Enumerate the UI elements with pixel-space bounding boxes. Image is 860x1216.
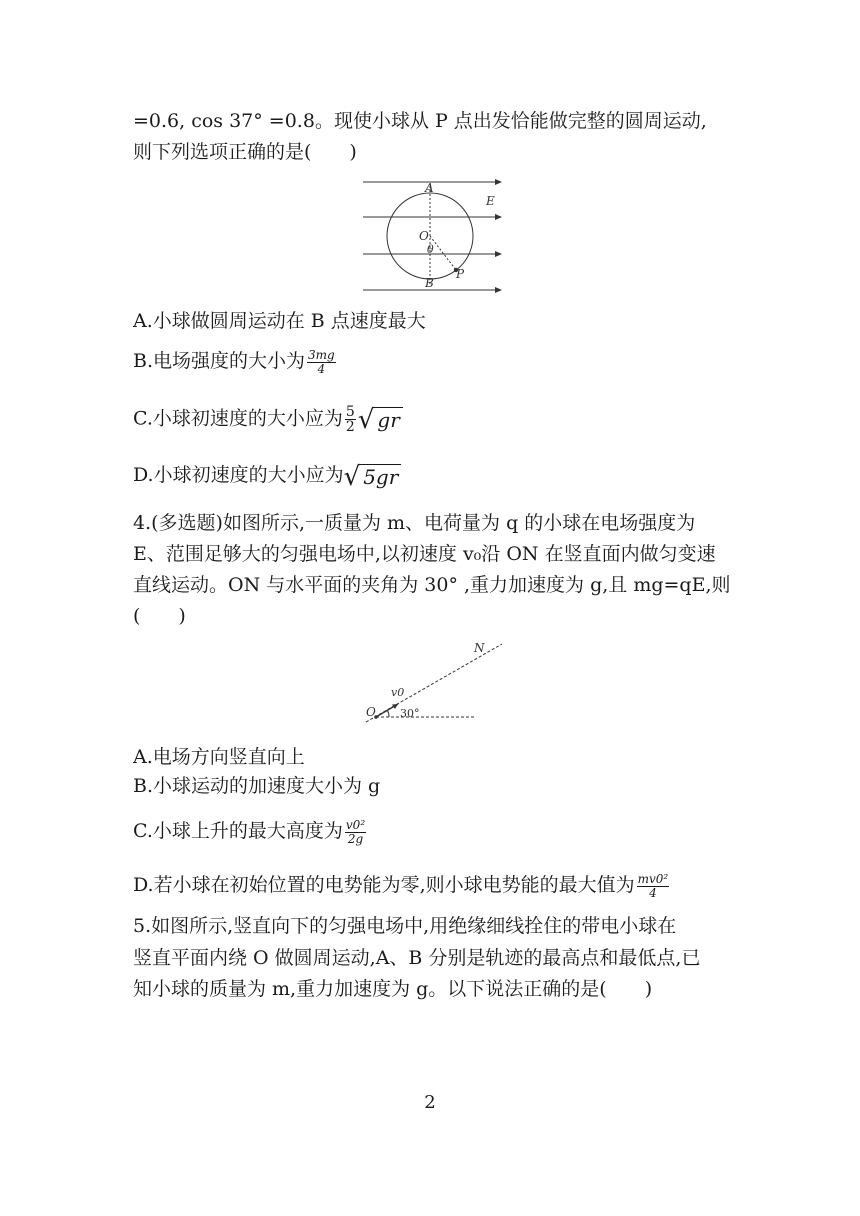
q3-option-c-prefix: C.小球初速度的大小应为 [133,407,343,430]
fraction-numerator: 5 [345,404,355,420]
q3-option-c [133,405,403,434]
q4-option-d-fraction [637,873,670,900]
q4-option-d-prefix: D.若小球在初始位置的电势能为零,则小球电势能的最大值为 [133,874,635,896]
q3-option-c-sqrt [358,406,403,433]
fraction-denominator: 4 [317,361,326,376]
label-theta: θ [427,243,434,256]
radical-sign: √ [343,461,361,492]
label-n: N [474,641,485,655]
q4-option-c-prefix: C.小球上升的最大高度为 [133,820,343,842]
q3-text-line-2: 则下列选项正确的是( ) [133,141,357,163]
fraction-denominator: 2g [347,831,364,846]
fraction-numerator: v0² [345,817,366,832]
label-o: O [419,229,429,243]
q4-option-b: B.小球运动的加速度大小为 g [133,775,381,797]
q4-option-a: A.电场方向竖直向上 [133,746,305,768]
q4-incline-velocity-figure [362,636,506,728]
radicand: gr [374,407,402,432]
fraction-denominator: 2 [345,419,355,435]
fraction-denominator: 4 [649,885,657,900]
q4-option-c-fraction [345,819,366,846]
q3-option-d-prefix: D.小球初速度的大小应为 [133,464,344,486]
q3-option-b-prefix: B.电场强度的大小为 [133,350,306,372]
q3-circle-field-figure [360,174,510,298]
q4-text-line-2: E、范围足够大的匀强电场中,以初速度 v₀沿 ON 在竖直面内做匀变速 [133,543,716,565]
label-e: E [486,194,495,208]
q4-option-d [133,872,671,900]
q5-text-line-3: 知小球的质量为 m,重力加速度为 g。以下说法正确的是( ) [133,978,653,1000]
radius-to-p [430,236,456,270]
fraction-numerator: mv0² [637,871,669,886]
q5-text-line-2: 竖直平面内绕 O 做圆周运动,A、B 分别是轨迹的最高点和最低点,已 [133,947,701,969]
label-o: O [366,705,376,719]
q3-option-c-fraction [345,405,356,434]
fraction-numerator: 3mg [308,347,335,362]
q4-text-line-1: 4.(多选题)如图所示,一质量为 m、电荷量为 q 的小球在电场强度为 [133,512,696,534]
label-v0: v0 [391,686,405,699]
label-p: P [456,267,465,281]
q3-option-d [133,462,401,490]
q5-text-line-1: 5.如图所示,竖直向下的匀强电场中,用绝缘细线拴住的带电小球在 [133,915,677,937]
q3-option-a: A.小球做圆周运动在 B 点速度最大 [133,310,426,332]
radical-sign: √ [357,405,375,435]
q3-option-d-sqrt [344,463,402,490]
q4-text-line-4: ( ) [133,605,186,627]
label-angle: 30° [400,707,420,720]
q3-option-b [133,348,338,376]
page-number: 2 [424,1092,436,1113]
radicand: 5gr [360,464,401,489]
label-a: A [425,181,434,195]
q3-option-b-fraction [307,349,336,376]
q3-text-line-1: =0.6, cos 37° =0.8。现使小球从 P 点出发恰能做完整的圆周运动, [133,110,707,132]
q4-text-line-3: 直线运动。ON 与水平面的夹角为 30° ,重力加速度为 g,且 mg=qE,则 [133,574,731,596]
q4-option-c [133,818,368,846]
angle-arc [388,711,390,718]
label-b: B [425,276,434,290]
